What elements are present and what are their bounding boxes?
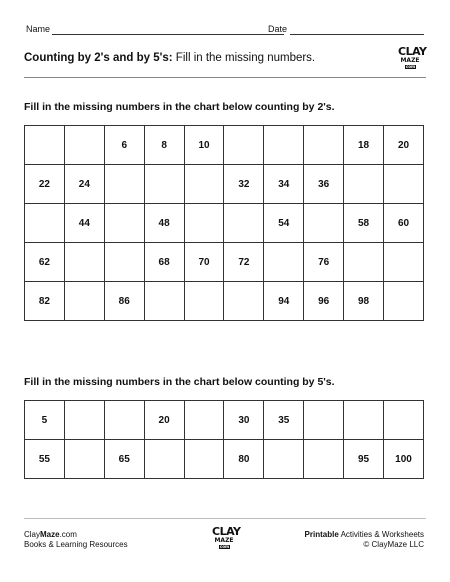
logo-badge: com [405, 64, 416, 69]
footer-divider [24, 518, 426, 519]
number-cell: 70 [184, 243, 224, 282]
name-label: Name [26, 24, 51, 34]
number-cell: 94 [264, 282, 304, 321]
number-cell: 58 [344, 204, 384, 243]
number-cell: 55 [25, 440, 65, 479]
number-cell: 5 [25, 401, 65, 440]
number-cell: 96 [304, 282, 344, 321]
blank-cell[interactable] [64, 243, 104, 282]
blank-cell[interactable] [384, 243, 424, 282]
number-cell: 48 [144, 204, 184, 243]
blank-cell[interactable] [104, 243, 144, 282]
blank-cell[interactable] [104, 165, 144, 204]
number-cell: 72 [224, 243, 264, 282]
number-cell: 32 [224, 165, 264, 204]
blank-cell[interactable] [384, 282, 424, 321]
blank-cell[interactable] [264, 126, 304, 165]
chart-row [25, 282, 424, 321]
footer-left [24, 530, 128, 550]
number-cell: 76 [304, 243, 344, 282]
blank-cell[interactable] [144, 440, 184, 479]
chart-row [25, 204, 424, 243]
number-cell: 18 [344, 126, 384, 165]
blank-cell[interactable] [184, 401, 224, 440]
number-cell: 44 [64, 204, 104, 243]
chart-row [25, 401, 424, 440]
blank-cell[interactable] [224, 204, 264, 243]
chart-fives [24, 400, 424, 479]
number-cell: 10 [184, 126, 224, 165]
number-cell: 82 [25, 282, 65, 321]
footer-tagline: Books & Learning Resources [24, 540, 128, 549]
number-cell: 6 [104, 126, 144, 165]
blank-cell[interactable] [144, 282, 184, 321]
number-cell: 8 [144, 126, 184, 165]
number-cell: 86 [104, 282, 144, 321]
number-cell: 98 [344, 282, 384, 321]
blank-cell[interactable] [304, 401, 344, 440]
number-cell: 62 [25, 243, 65, 282]
blank-cell[interactable] [64, 126, 104, 165]
header-divider [24, 77, 426, 78]
footer-right [305, 530, 424, 550]
blank-cell[interactable] [184, 165, 224, 204]
instruction-fives: Fill in the missing numbers in the chart below counting by 5's. [24, 376, 335, 388]
footer-site: ClayMaze.com [24, 530, 77, 539]
blank-cell[interactable] [25, 204, 65, 243]
title-bold: Counting by 2's and by 5's: [24, 52, 173, 64]
number-cell: 20 [384, 126, 424, 165]
number-cell: 54 [264, 204, 304, 243]
blank-cell[interactable] [184, 282, 224, 321]
number-cell: 24 [64, 165, 104, 204]
chart-twos [24, 125, 424, 321]
blank-cell[interactable] [304, 126, 344, 165]
number-cell: 36 [304, 165, 344, 204]
number-cell: 68 [144, 243, 184, 282]
blank-cell[interactable] [344, 165, 384, 204]
footer-copyright: © ClayMaze LLC [363, 540, 424, 549]
number-cell: 20 [144, 401, 184, 440]
blank-cell[interactable] [304, 204, 344, 243]
number-cell: 30 [224, 401, 264, 440]
claymaze-logo-footer: CLAY MAZEcom [212, 525, 241, 549]
chart-row [25, 243, 424, 282]
chart-row [25, 126, 424, 165]
blank-cell[interactable] [104, 204, 144, 243]
blank-cell[interactable] [64, 440, 104, 479]
blank-cell[interactable] [304, 440, 344, 479]
blank-cell[interactable] [104, 401, 144, 440]
blank-cell[interactable] [264, 243, 304, 282]
blank-cell[interactable] [224, 282, 264, 321]
name-date-row [26, 24, 424, 38]
name-line[interactable] [52, 34, 284, 35]
date-line[interactable] [290, 34, 424, 35]
date-label: Date [268, 24, 288, 34]
footer-printable: Printable Activities & Worksheets [304, 530, 424, 539]
title-rest: Fill in the missing numbers. [172, 52, 316, 64]
number-cell: 95 [344, 440, 384, 479]
chart-row [25, 440, 424, 479]
instruction-twos: Fill in the missing numbers in the chart below counting by 2's. [24, 101, 335, 113]
blank-cell[interactable] [184, 440, 224, 479]
chart-row [25, 165, 424, 204]
blank-cell[interactable] [264, 440, 304, 479]
number-cell: 65 [104, 440, 144, 479]
number-cell: 35 [264, 401, 304, 440]
blank-cell[interactable] [344, 243, 384, 282]
blank-cell[interactable] [184, 204, 224, 243]
claymaze-logo-top: CLAY MAZEcom [398, 45, 427, 69]
number-cell: 80 [224, 440, 264, 479]
blank-cell[interactable] [144, 165, 184, 204]
number-cell: 22 [25, 165, 65, 204]
blank-cell[interactable] [224, 126, 264, 165]
blank-cell[interactable] [384, 165, 424, 204]
number-cell: 34 [264, 165, 304, 204]
number-cell: 100 [384, 440, 424, 479]
number-cell: 60 [384, 204, 424, 243]
blank-cell[interactable] [64, 282, 104, 321]
blank-cell[interactable] [64, 401, 104, 440]
worksheet-title [24, 52, 315, 64]
blank-cell[interactable] [25, 126, 65, 165]
blank-cell[interactable] [344, 401, 384, 440]
logo-maze: MAZE [400, 57, 420, 64]
blank-cell[interactable] [384, 401, 424, 440]
